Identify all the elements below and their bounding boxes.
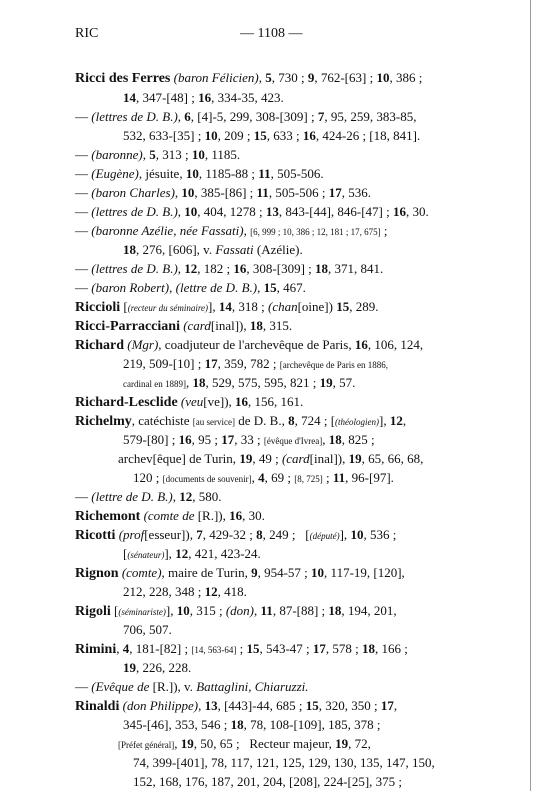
entry-line: — (baron Charles), 10, 385-[86] ; 11, 505-506 ; 17, 536. (75, 185, 372, 200)
entry-line: Rinaldi (don Philippe), 13, [443]-44, 685 ; 15, 320, 350 ; 17, (75, 698, 398, 714)
entry-line: — (lettre de D. B.), 12, 580. (75, 489, 222, 504)
entry-line: cardinal en 1889], 18, 529, 575, 595, 821 ; 19, 57. (123, 375, 356, 390)
entry-line: 212, 228, 348 ; 12, 418. (123, 584, 247, 599)
entry-line: [(sénateur)], 12, 421, 423-24. (123, 546, 261, 561)
entry-line: 219, 509-[10] ; 17, 359, 782 ; [archevêque de Paris en 1886, (123, 356, 388, 371)
entry-line: 120 ; [documents de souvenir], 4, 69 ; [8, 725] ; 11, 96-[97]. (133, 470, 394, 485)
entry-line: — (lettres de D. B.), 12, 182 ; 16, 308-[309] ; 18, 371, 841. (75, 261, 384, 276)
entry-line: Richemont (comte de [R.]), 16, 30. (75, 508, 265, 524)
entry-line: Richard (Mgr), coadjuteur de l'archevêque de Paris, 16, 106, 124, (75, 337, 424, 353)
entry-line: Rignon (comte), maire de Turin, 9, 954-57 ; 10, 117-19, [120], (75, 565, 405, 581)
entry-line: 152, 168, 176, 187, 201, 204, [208], 224-[25], 375 ; (133, 774, 403, 789)
entry-line: Richelmy, catéchiste [au service] de D. B., 8, 724 ; [(théologien)], 12, (75, 413, 407, 429)
entry-line: 18, 276, [606], v. Fassati (Azélie). (123, 242, 303, 257)
entry-line: Ricci-Parracciani (card[inal]), 18, 315. (75, 318, 293, 334)
entry-line: — (baronne), 5, 313 ; 10, 1185. (75, 147, 241, 162)
entry-line: Rigoli [(séminariste)], 10, 315 ; (don), 11, 87-[88] ; 18, 194, 201, (75, 603, 397, 619)
entry-line: 345-[46], 353, 546 ; 18, 78, 108-[109], 185, 378 ; (123, 717, 381, 732)
entry-line: Rimini, 4, 181-[82] ; [14, 563-64] ; 15, 543-47 ; 17, 578 ; 18, 166 ; (75, 641, 408, 657)
entry-line: [Préfet général], 19, 50, 65 ; Recteur majeur, 19, 72, (118, 736, 371, 751)
running-head (0, 26, 534, 48)
page-edge-line (530, 0, 531, 791)
entry-line: — (lettres de D. B.), 6, [4]-5, 299, 308-[309] ; 7, 95, 259, 383-85, (75, 109, 417, 124)
entry-line: 14, 347-[48] ; 16, 334-35, 423. (123, 90, 284, 105)
page-number: — 1108 — (240, 26, 303, 41)
entry-line: Richard-Lesclide (veu[ve]), 16, 156, 161. (75, 394, 304, 410)
entry-line: Ricotti (prof[esseur]), 7, 429-32 ; 8, 249 ; [(député)], 10, 536 ; (75, 527, 397, 543)
entry-line: 74, 399-[401], 78, 117, 121, 125, 129, 130, 135, 147, 150, (133, 755, 435, 770)
entry-line: — (lettres de D. B.), 10, 404, 1278 ; 13, 843-[44], 846-[47] ; 16, 30. (75, 204, 429, 219)
entry-line: — (Evêque de [R.]), v. Battaglini, Chiaruzzi. (75, 679, 309, 694)
entry-line: — (Eugène), jésuite, 10, 1185-88 ; 11, 505-506. (75, 166, 324, 181)
entry-line: 532, 633-[35] ; 10, 209 ; 15, 633 ; 16, 424-26 ; [18, 841]. (123, 128, 421, 143)
entry-line: archev[êque] de Turin, 19, 49 ; (card[inal]), 19, 65, 66, 68, (118, 451, 424, 466)
entry-line: — (baronne Azélie, née Fassati), [6, 999 ; 10, 386 ; 12, 181 ; 17, 675] ; (75, 223, 388, 238)
entry-line: — (baron Robert), (lettre de D. B.), 15, 467. (75, 280, 306, 295)
header-letters: RIC (75, 26, 99, 41)
entry-line: 579-[80] ; 16, 95 ; 17, 33 ; [évêque d'Ivrea], 18, 825 ; (123, 432, 375, 447)
entry-line: Riccioli [(recteur du séminaire)], 14, 318 ; (chan[oine]) 15, 289. (75, 299, 379, 315)
entry-line: 19, 226, 228. (123, 660, 192, 675)
entry-line: 706, 507. (123, 622, 172, 637)
entry-line: Ricci des Ferres (baron Félicien), 5, 730 ; 9, 762-[63] ; 10, 386 ; (75, 70, 423, 86)
